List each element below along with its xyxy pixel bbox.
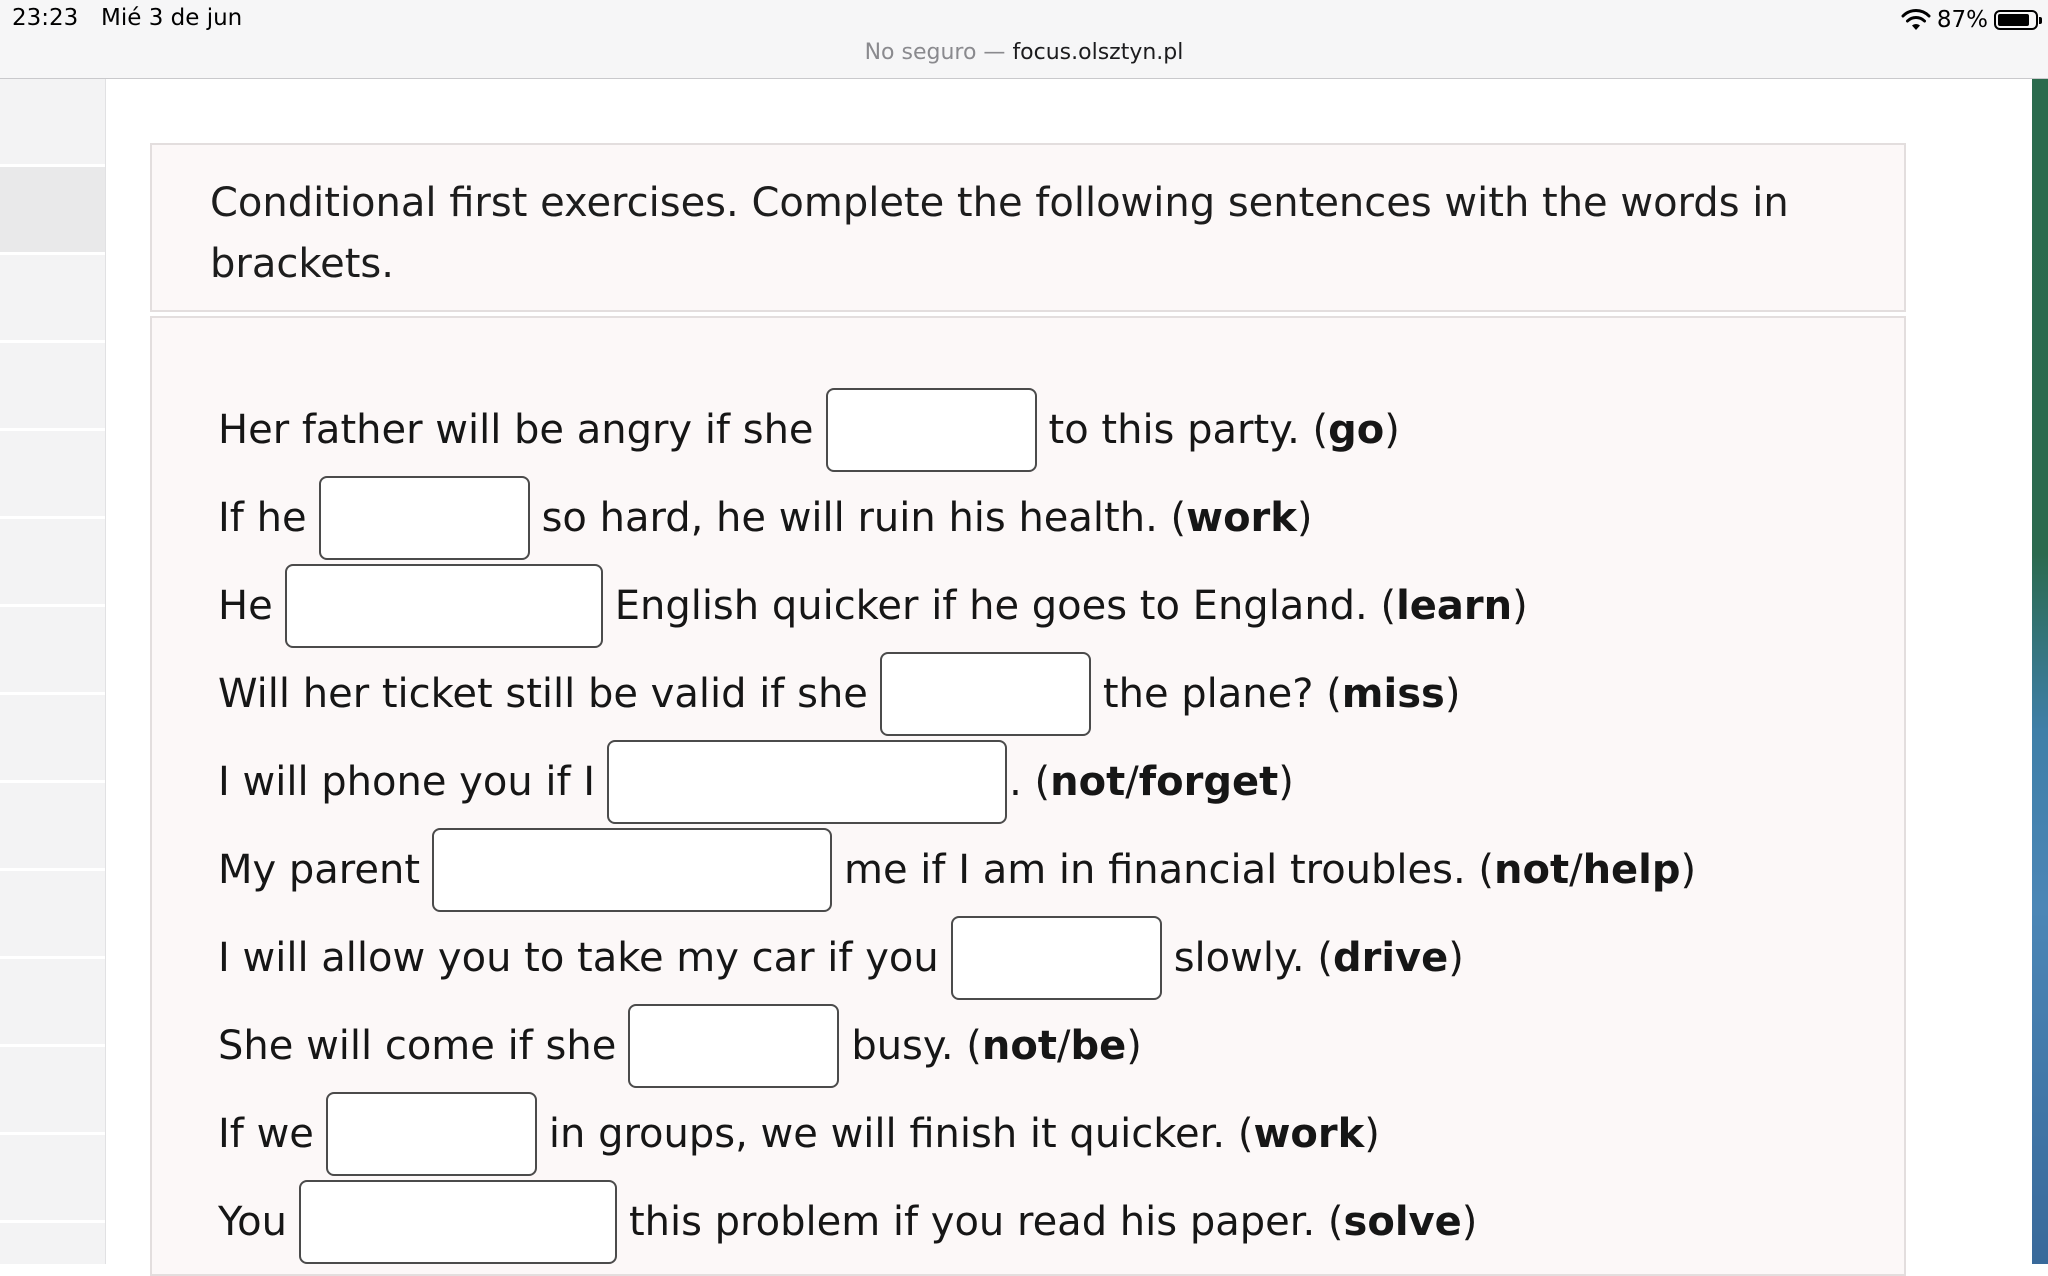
- bracket-close: ): [1461, 1199, 1478, 1245]
- sentence-start: I will phone you if I: [218, 759, 596, 805]
- answer-input[interactable]: [951, 916, 1162, 1000]
- exercise-sentence: [218, 1004, 1142, 1088]
- instructions-panel: [150, 143, 1906, 312]
- bracket-close: ): [1444, 671, 1461, 717]
- hint-separator: /: [1569, 847, 1583, 893]
- answer-input[interactable]: [299, 1180, 617, 1264]
- verb-hint: drive: [1332, 935, 1449, 981]
- hint-separator: /: [1056, 1023, 1071, 1069]
- sentence-end: . (: [1009, 759, 1051, 805]
- exercise-sentence: [218, 828, 1696, 912]
- exercise-sentence: [218, 388, 1400, 472]
- bracket-close: ): [1384, 407, 1400, 453]
- bracket-close: ): [1296, 495, 1313, 541]
- exercise-sentence: [218, 476, 1313, 560]
- battery-icon: [1994, 10, 2038, 30]
- status-indicators: [1901, 4, 2038, 36]
- sentence-end: slowly. (: [1173, 935, 1333, 981]
- answer-input[interactable]: [880, 652, 1091, 736]
- sidebar-row: [0, 431, 105, 519]
- left-sidebar: [0, 79, 106, 1264]
- answer-input[interactable]: [826, 388, 1037, 472]
- sentence-start: Will her ticket still be valid if she: [218, 671, 868, 717]
- answer-input[interactable]: [319, 476, 530, 560]
- background-edge: [2032, 79, 2048, 1264]
- sentence-start: My parent: [218, 847, 421, 893]
- sentence-start: I will allow you to take my car if you: [218, 935, 939, 981]
- verb-hint: solve: [1343, 1199, 1462, 1245]
- sidebar-row: [0, 695, 105, 783]
- sentence-end: so hard, he will ruin his health. (: [541, 495, 1187, 541]
- verb-hint: not: [981, 1023, 1057, 1069]
- hint-separator: /: [1125, 759, 1139, 805]
- exercise-sentence: [218, 1092, 1380, 1176]
- answer-input[interactable]: [326, 1092, 537, 1176]
- bracket-close: ): [1364, 1111, 1380, 1157]
- exercise-sentence: [218, 740, 1294, 824]
- exercise-sentence: [218, 916, 1464, 1000]
- sentence-start: She will come if she: [218, 1023, 617, 1069]
- exercise-sentence: [218, 564, 1528, 648]
- verb-hint: not: [1494, 847, 1570, 893]
- sidebar-row: [0, 167, 105, 255]
- verb-hint: work: [1253, 1111, 1365, 1157]
- page-margin: [2020, 79, 2032, 1264]
- sidebar-row: [0, 79, 105, 167]
- status-time: 23:23: [12, 5, 79, 31]
- status-bar: [0, 0, 2048, 79]
- exercise-sentence: [218, 652, 1460, 736]
- sentence-end: the plane? (: [1102, 671, 1342, 717]
- verb-hint: go: [1328, 407, 1385, 453]
- url-domain: focus.olsztyn.pl: [1012, 40, 1184, 65]
- verb-hint: help: [1582, 847, 1681, 893]
- exercise-sentence: [218, 1180, 1477, 1264]
- verb-hint: be: [1070, 1023, 1127, 1069]
- sidebar-row: [0, 1135, 105, 1223]
- sidebar-row: [0, 519, 105, 607]
- url-bar[interactable]: [0, 40, 2048, 65]
- verb-hint: learn: [1396, 583, 1513, 629]
- sentence-end: me if I am in financial troubles. (: [844, 847, 1495, 893]
- sidebar-row: [0, 1047, 105, 1135]
- sidebar-row: [0, 255, 105, 343]
- sentence-start: If he: [218, 495, 307, 541]
- sidebar-row: [0, 343, 105, 431]
- sentence-end: English quicker if he goes to England. (: [614, 583, 1397, 629]
- answer-input[interactable]: [607, 740, 1007, 824]
- instructions-text: Conditional first exercises. Complete the following sentences with the words in brackets.: [210, 180, 1789, 287]
- verb-hint: work: [1186, 495, 1297, 541]
- sentence-end: busy. (: [851, 1023, 982, 1069]
- url-security-label: No seguro —: [864, 40, 1006, 65]
- bracket-close: ): [1448, 935, 1464, 981]
- sentence-start: Her father will be angry if she: [218, 407, 814, 453]
- bracket-close: ): [1126, 1023, 1142, 1069]
- sentence-end: this problem if you read his paper. (: [628, 1199, 1344, 1245]
- status-date: Mié 3 de jun: [101, 5, 243, 31]
- verb-hint: forget: [1138, 759, 1279, 805]
- sidebar-row: [0, 959, 105, 1047]
- sentence-start: You: [218, 1199, 287, 1245]
- sentence-end: in groups, we will finish it quicker. (: [548, 1111, 1254, 1157]
- sentence-start: If we: [218, 1111, 314, 1157]
- bracket-close: ): [1512, 583, 1528, 629]
- verb-hint: miss: [1341, 671, 1445, 717]
- bracket-close: ): [1680, 847, 1697, 893]
- verb-hint: not: [1050, 759, 1126, 805]
- sidebar-row: [0, 783, 105, 871]
- battery-percent: 87%: [1936, 7, 1988, 33]
- sentence-start: He: [218, 583, 273, 629]
- exercise-panel: [150, 316, 1906, 1276]
- answer-input[interactable]: [628, 1004, 839, 1088]
- wifi-icon: [1901, 8, 1931, 32]
- answer-input[interactable]: [432, 828, 832, 912]
- bracket-close: ): [1278, 759, 1294, 805]
- sentence-end: to this party. (: [1048, 407, 1329, 453]
- answer-input[interactable]: [285, 564, 603, 648]
- sidebar-row: [0, 607, 105, 695]
- sidebar-row: [0, 871, 105, 959]
